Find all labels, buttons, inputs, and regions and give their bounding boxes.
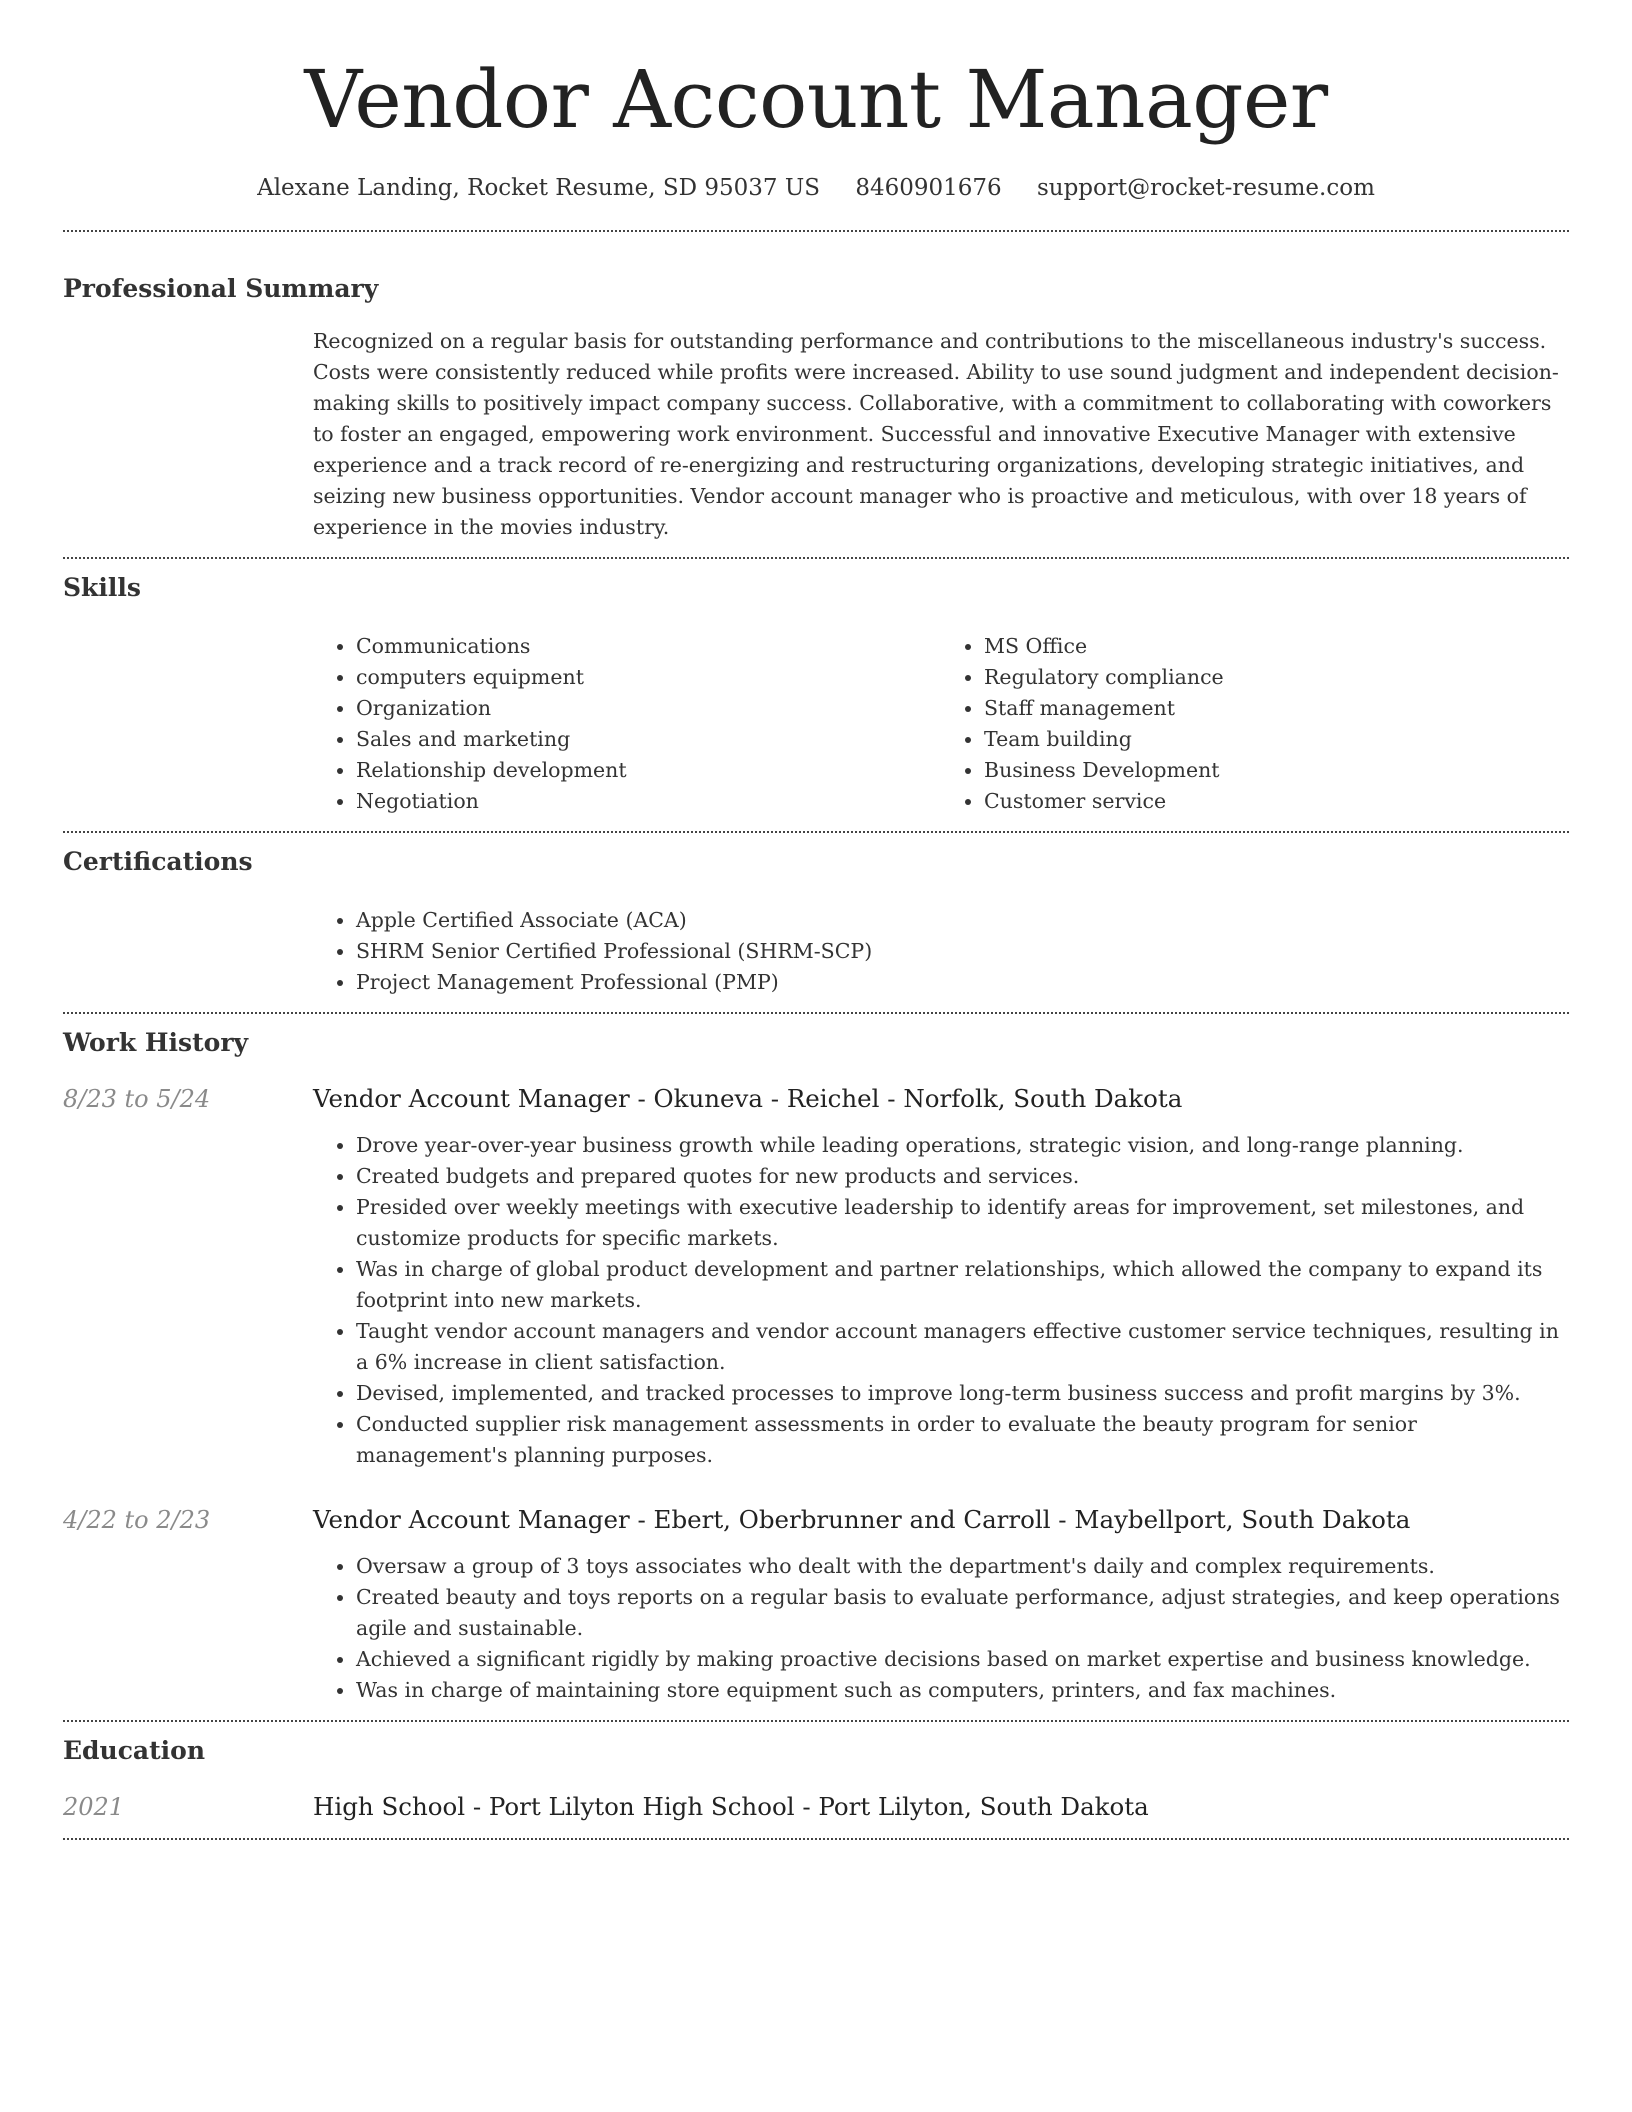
contact-line [63,172,1569,204]
job-title: Vendor Account Manager - Ebert, Oberbrunner and Carroll - Maybellport, South Dakota [313,1505,1411,1534]
job-bullet: • Oversaw a group of 3 toys associates who dealt with the department's daily and complex requirements. [356,1551,1569,1582]
education-entry [63,1790,1569,1824]
job-bullet: • Conducted supplier risk management assessments in order to evaluate the beauty program for senior management's planning purposes. [356,1409,1569,1471]
certifications-heading: Certifications [63,847,253,876]
skill-item: • computers equipment [356,662,941,693]
job-title: Vendor Account Manager - Okuneva - Reichel - Norfolk, South Dakota [313,1084,1183,1113]
skill-item: • Staff management [984,693,1569,724]
skill-item: • Negotiation [356,786,941,817]
skill-item: • Communications [356,631,941,662]
education-title: High School - Port Lilyton High School - Port Lilyton, South Dakota [313,1792,1149,1821]
summary-text: Recognized on a regular basis for outstanding performance and contributions to the miscellaneous industry's success. Costs were consistently reduced while profits were increased. Ability to use sound judgment and independent decision-making skills to positively impact company success. Collaborative, with a commitment to collaborating with coworkers to foster an engaged, empowering work environment. Successful and innovative Executive Manager with extensive experience and a track record of re-energizing and restructuring organizations, developing strategic initiatives, and seizing new business opportunities. Vendor account manager who is proactive and meticulous, with over 18 years of experience in the movies industry. [313,329,1559,539]
skill-item: • Business Development [984,755,1569,786]
skill-item: • Regulatory compliance [984,662,1569,693]
job-dates: 4/22 to 2/23 [63,1506,211,1534]
certification-item: • Project Management Professional (PMP) [356,967,1569,998]
work-history-section [63,1014,1569,1706]
work-history-heading: Work History [63,1028,249,1057]
job-entry [63,1503,1569,1706]
job-bullet: • Was in charge of maintaining store equipment such as computers, printers, and fax machines. [356,1675,1569,1706]
skill-item: • Organization [356,693,941,724]
job-bullets [313,1551,1569,1706]
skill-item: • Team building [984,724,1569,755]
resume-header [63,0,1569,204]
education-heading: Education [63,1736,206,1765]
job-bullet: • Drove year-over-year business growth while leading operations, strategic vision, and long-range planning. [356,1130,1569,1161]
skill-item: • Sales and marketing [356,724,941,755]
skills-list-left [313,631,941,817]
certifications-section [63,833,1569,998]
job-bullet: • Created beauty and toys reports on a regular basis to evaluate performance, adjust strategies, and keep operations agile and sustainable. [356,1582,1569,1644]
job-bullet: • Was in charge of global product development and partner relationships, which allowed the company to expand its footprint into new markets. [356,1254,1569,1316]
job-bullet: • Achieved a significant rigidly by making proactive decisions based on market expertise and business knowledge. [356,1644,1569,1675]
education-section [63,1722,1569,1824]
job-bullet: • Devised, implemented, and tracked processes to improve long-term business success and profit margins by 3%. [356,1378,1569,1409]
contact-address: Alexane Landing, Rocket Resume, SD 95037 US [257,175,820,201]
certification-item: • SHRM Senior Certified Professional (SHRM-SCP) [356,936,1569,967]
certification-item: • Apple Certified Associate (ACA) [356,905,1569,936]
job-bullets [313,1130,1569,1471]
summary-section [63,232,1569,543]
skills-list-right [941,631,1569,817]
contact-phone: 8460901676 [855,175,1002,201]
skills-heading: Skills [63,573,141,602]
skill-item: • MS Office [984,631,1569,662]
skills-grid [313,631,1569,817]
contact-email: support@rocket-resume.com [1036,175,1375,201]
education-year: 2021 [63,1793,125,1821]
job-bullet: • Created budgets and prepared quotes for new products and services. [356,1161,1569,1192]
job-dates: 8/23 to 5/24 [63,1085,211,1113]
candidate-title: Vendor Account Manager [304,53,1328,146]
certifications-list [313,905,1569,998]
job-entry [63,1082,1569,1471]
job-bullet: • Presided over weekly meetings with executive leadership to identify areas for improvement, set milestones, and customize products for specific markets. [356,1192,1569,1254]
section-divider [63,1838,1569,1840]
summary-heading: Professional Summary [63,274,379,303]
job-bullet: • Taught vendor account managers and vendor account managers effective customer service techniques, resulting in a 6% increase in client satisfaction. [356,1316,1569,1378]
skill-item: • Customer service [984,786,1569,817]
skill-item: • Relationship development [356,755,941,786]
skills-section [63,559,1569,817]
